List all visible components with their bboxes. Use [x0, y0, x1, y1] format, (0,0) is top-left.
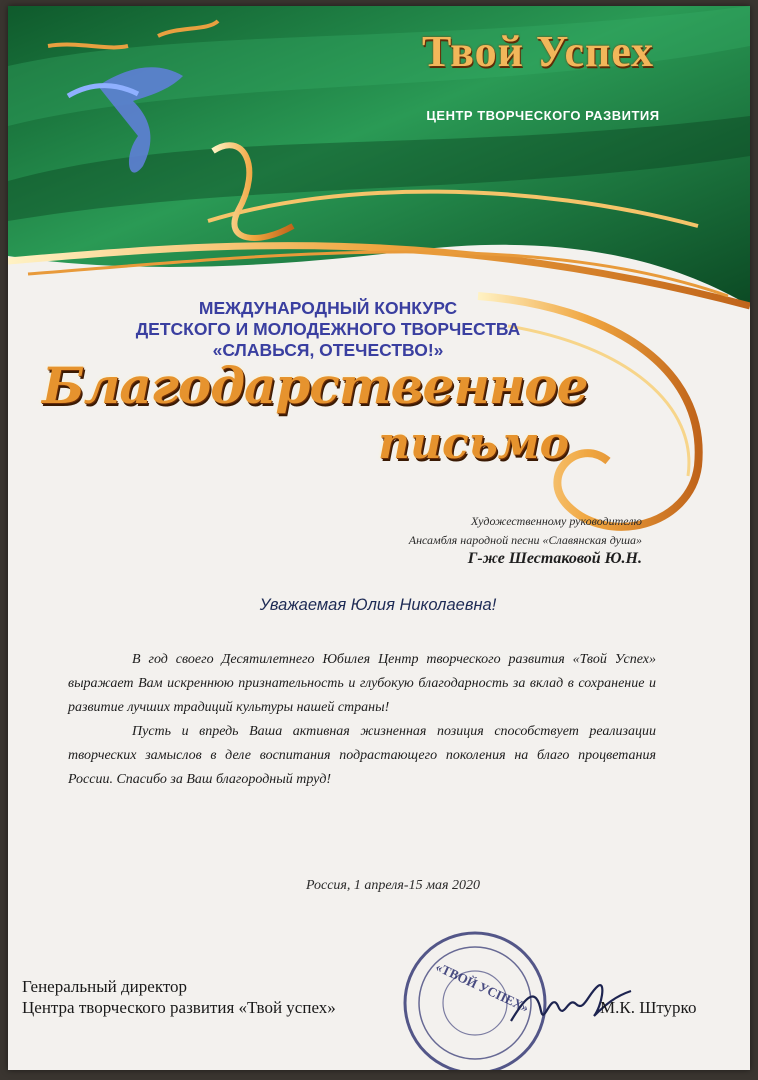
letter-body	[68, 648, 656, 792]
recipient-role: Художественному руководителю	[471, 514, 642, 528]
brand-subtitle: ЦЕНТР ТВОРЧЕСКОГО РАЗВИТИЯ	[426, 108, 660, 123]
recipient-ensemble: Ансамбля народной песни «Славянская душа»	[408, 533, 642, 547]
body-paragraph-2: Пусть и впредь Ваша активная жизненная позиция способствует реализации творческих замыслов в деле воспитания подрастающего поколения на благо процветания России. Спасибо за Ваш благородный труд!	[68, 724, 656, 787]
title-line-1: Благодарственное	[42, 356, 588, 415]
stamp-text: «ТВОЙ УСПЕХ»	[433, 959, 532, 1016]
certificate-sheet	[8, 6, 750, 1070]
contest-line-1: МЕЖДУНАРОДНЫЙ КОНКУРС	[198, 298, 458, 318]
recipient-block	[409, 512, 642, 550]
signer-title-line-1: Генеральный директор	[22, 977, 188, 996]
salutation: Уважаемая Юлия Николаевна!	[259, 596, 497, 614]
signer-title-line-2: Центра творческого развития «Твой успех»	[22, 998, 336, 1017]
body-paragraph-1: В год своего Десятилетнего Юбилея Центр творческого развития «Твой Успех» выражает Вам искреннюю признательность и глубокую благодарность за вклад в сохранение и развитие лучших традиций культуры нашей страны!	[68, 652, 656, 715]
contest-heading	[38, 298, 618, 361]
contest-line-2: ДЕТСКОГО И МОЛОДЕЖНОГО ТВОРЧЕСТВА	[135, 319, 521, 339]
recipient-name: Г-же Шестаковой Ю.Н.	[467, 550, 642, 567]
brand-logo-text: Твой Успех	[421, 27, 655, 76]
signer-title	[22, 976, 336, 1018]
contest-line-3: «СЛАВЬСЯ, ОТЕЧЕСТВО!»	[212, 340, 444, 360]
date-line: Россия, 1 апреля-15 мая 2020	[305, 878, 481, 893]
signer-name: М.К. Штурко	[600, 998, 697, 1017]
title-line-2: письмо	[378, 418, 569, 469]
